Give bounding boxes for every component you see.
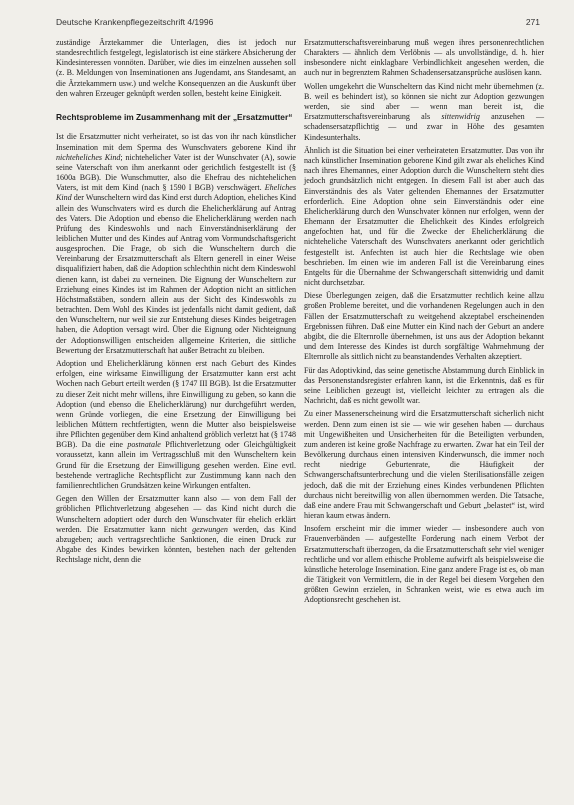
italic-term: Eheliches Kind (56, 183, 296, 203)
italic-term: nichteheliches Kind (56, 152, 121, 162)
text-run: ; nichtehelicher Vater ist der Wunschvater (A), sowie seine Vaterschaft von ihm anerkannt oder gerichtlich festgestellt ist (§ 1600a BGB). Die Wunschmutter, also die Ehefrau des nichtehelichen Vaters, ist mit dem Kind (nach § 1590 I BGB) verschwägert. (56, 152, 297, 193)
text-run: werden, das Kind abzugeben; auch vertragsrechtliche Sanktionen, die einen Druck zur Abgabe des Kindes bewirken könnten, bestehen nach der geltenden Rechtslage nicht, denn die (56, 524, 296, 565)
text-run: anzusehen — schadensersatzpflichtig — und zwar in Höhe des gesamten Kindesunterhalts. (304, 112, 544, 142)
text-run: Gegen den Willen der Ersatzmutter kann also — von dem Fall der gröblichen Pflichtverletzung abgesehen — das Kind nicht durch die Wunscheltern adoptiert oder durch den Wunschvater für ehelich erklärt werden. Die Ersatzmutter kann nicht (56, 494, 296, 534)
left-column (56, 38, 296, 565)
paragraph (56, 359, 296, 491)
paragraph: Für das Adoptivkind, das seine genetische Abstammung durch Einblick in das Personenstandsregister erfahren kann, ist die Erkenntnis, daß es für seine Leiblichen gezeugt ist, vielleicht leichter zu ertragen als die Nachricht, daß es nicht gewollt war. (304, 365, 544, 406)
paragraph: Diese Überlegungen zeigen, daß die Ersatzmutter rechtlich keine allzu großen Probleme bereitet, und die vorhandenen Regelungen auch in den Fällen der Ersatzmutterschaft zu weitgehend akzeptabel erscheinenden Ergebnissen führen. Daß eine Mutter ein Kind nach der Geburt an andere abgibt, die die Elternrolle übernehmen, ist uns aus der Adoption bekannt und dem Interesse des Kindes ist durch sorgfältige Wahrnehmung der Elternrolle als sittlich nicht zu beanstandendes Verhalten akzeptiert. (304, 291, 544, 362)
paragraph: Insofern erscheint mir die immer wieder — insbesondere auch von Frauenverbänden — aufgestellte Forderung nach einem Verbot der Ersatzmutterschaft überzogen, da die Ersatzmutterschaft sehr viel weniger rechtliche und vor allem ethische Probleme aufwirft als beispielsweise die künstliche heterologe Insemination. Eine ganz andere Frage ist es, ob man die Tätigkeit von Vermittlern, die in der Regel bei diesem Vorgehen den größten Gewinn erzielen, in Schranken weist, wie es etwa auch im Adoptionsrecht geschehen ist. (304, 524, 544, 605)
right-column (304, 38, 544, 606)
paragraph (56, 132, 296, 355)
paragraph: Ersatzmutterschaftsvereinbarung muß wegen ihres personenrechtlichen Charakters — ähnlich dem Verlöbnis — als unvollständige, d. h. hier insbesondere nicht einklagbare Verbindlichkeit angesehen werden, die auch nur in begrenztem Rahmen Schadensersatzansprüche auslösen kann. (304, 38, 544, 78)
text-run: Ist die Ersatzmutter nicht verheiratet, so ist das von ihr nach künstlicher Insemination mit dem Sperma des Wunschvaters geborene Kind ihr (56, 132, 296, 152)
italic-term: postnatale (127, 440, 161, 450)
journal-title: Deutsche Krankenpflegezeitschrift 4/1996 (56, 17, 214, 27)
paragraph: Zu einer Massenerscheinung wird die Ersatzmutterschaft sicherlich nicht werden. Denn zum einen ist sie — wie wir gesehen haben — durchaus mit Ungewißheiten und Unsicherheiten für die Beteiligten verbunden, zum anderen ist keine große Nachfrage zu erwarten. Zwar hat ein Teil der Bevölkerung durchaus einen intensiven Kinderwunsch, die immer noch recht niedrige Geburtenrate, die Häufigkeit der Schwangerschaftsunterbrechung und die vielen Sterilisationsfälle zeigen jedoch, daß die mit der Erziehung eines Kindes verbundenen Pflichten durchaus nicht bereitwillig von allen übernommen werden. Die Tatsache, daß eine andere Frau mit Schwangerschaft und Geburt „belastet“ ist, wird hieran kaum etwas ändern. (304, 409, 544, 520)
italic-term: gezwungen (192, 524, 228, 534)
paragraph (56, 494, 296, 565)
page-number: 271 (525, 17, 540, 27)
text-run: Wollen umgekehrt die Wunscheltern das Kind nicht mehr übernehmen (z. B. weil es behindert ist), so können sie nicht zur Adoption gezwungen werden, sie sind aber — wenn man bereit ist, die Ersatzmutterschaftsvereinbarung als (304, 81, 544, 122)
paragraph (304, 82, 544, 143)
paragraph: Ähnlich ist die Situation bei einer verheirateten Ersatzmutter. Das von ihr nach künstlicher Insemination geborene Kind gilt zwar als eheliches Kind nach ihres Ehemannes, einer Adoption durch die Wunscheltern steht dies jedoch grundsätzlich nicht entgegen. In diesem Fall ist aber auch das Einverständnis des als Vater geltenden Ehemannes der Ersatzmutter erforderlich. Eine Adoption ohne sein Einverständnis oder eine Ehelicherklärung durch den Wunschvater können nur erfolgen, wenn der Ehemann der Ersatzmutter die Ehelichkeit des Kindes erfolgreich angefochten hat, und für die Zwecke der Ehelicherklärung die nichteheliche Vaterschaft des Wunschvaters anerkannt oder gerichtlich festgestellt ist. Anfechten ist auch hier die Rechtslage wie oben beschrieben. Im einen wie im anderen Fall ist die Vereinbarung eines Entgelts für die Übernahme der Schwangerschaft sittenwidrig und damit nicht durchsetzbar. (304, 145, 544, 287)
paragraph: zuständige Ärztekammer die Unterlagen, dies ist jedoch nur standesrechtlich festgelegt, legislatorisch ist eine stärkere Absicherung der Kindesinteressen vonnöten. Darüber, wie dies im einzelnen aussehen soll (z. B. Meldungen von Inseminationen ans Jugendamt, ans Standesamt, an die Ärztekammern usw.) und welche Konsequenzen an die Auskunft über den wahren Erzeuger geknüpft werden sollen, besteht keine Einigkeit. (56, 38, 296, 98)
text-run: der Wunscheltern wird das Kind erst durch Adoption, eheliches Kind allein des Wunschvaters wird es durch die Ehelicherklärung auf Antrag des Vaters. Die Adoption und ebenso die Ehelicherklärung werden nach Prüfung des Kindeswohls und nach Einverständniserklärung der leiblichen Mutter und des Kindes auf Antrag vom Vormundschaftsgericht ausgesprochen. Die Frage, ob sich die Wunscheltern durch die Vereinbarung der Ersatzmutterschaft als Eltern generell in einer Weise disqualifiziert haben, daß die Adoption schlechthin nicht dem Kindeswohl dienen kann, ist dabei zu verneinen. Die Eignung der Wunscheltern zur Erziehung eines Kindes ist im Rahmen der Adoption nicht an sittlichen Höchstmaßstäben, sondern allein aus der Sicht des Kindeswohls zu betrachten. Dem Wohl des Kindes ist jedenfalls nicht damit gedient, daß den Wunscheltern, nur weil sie zur Entstehung dieses Kindes beigetragen haben, die Adoption versagt wird. Über die Eignung oder Nichteignung der Adoptionswilligen entscheiden allgemeine Kriterien, die sittliche Bewertung der Ersatzmutterschaft hat außer Betracht zu bleiben. (56, 193, 296, 355)
italic-term: sittenwidrig (441, 112, 480, 122)
running-header (56, 17, 540, 29)
text-run: Pflichtverletzung oder Gleichgültigkeit voraussetzt, kann allein im Vertragsschluß mit den Wunscheltern kein Grund für die Ersetzung der Einwilligung gesehen werden. Eine evtl. bestehende vertragliche Rechtspflicht zur Zustimmung kann nach den familienrechtlichen Grundsätzen keine Wirkungen entfalten. (56, 440, 296, 490)
section-heading: Rechtsprobleme im Zusammenhang mit der „Ersatzmutter“ (56, 111, 293, 122)
text-run: Adoption und Ehelicherklärung können erst nach Geburt des Kindes erfolgen, eine wirksame Einwilligung der Ersatzmutter kann erst acht Wochen nach Geburt erteilt werden (§ 1747 III BGB). Ist die Ersatzmutter zu dieser Zeit nicht mehr willens, ihre Einwilligung zu geben, so kann die Adoption (und ebenso die Ehelicherklärung) nur durchgeführt werden, wenn Gründe vorliegen, die eine Ersetzung der Einwilligung bei leiblichen Müttern rechtfertigten, wenn die Mutter also beispielsweise ihre Pflichten gegenüber dem Kind anhaltend gröblich verletzt hat (§ 1748 BGB). Da die eine (56, 359, 296, 450)
